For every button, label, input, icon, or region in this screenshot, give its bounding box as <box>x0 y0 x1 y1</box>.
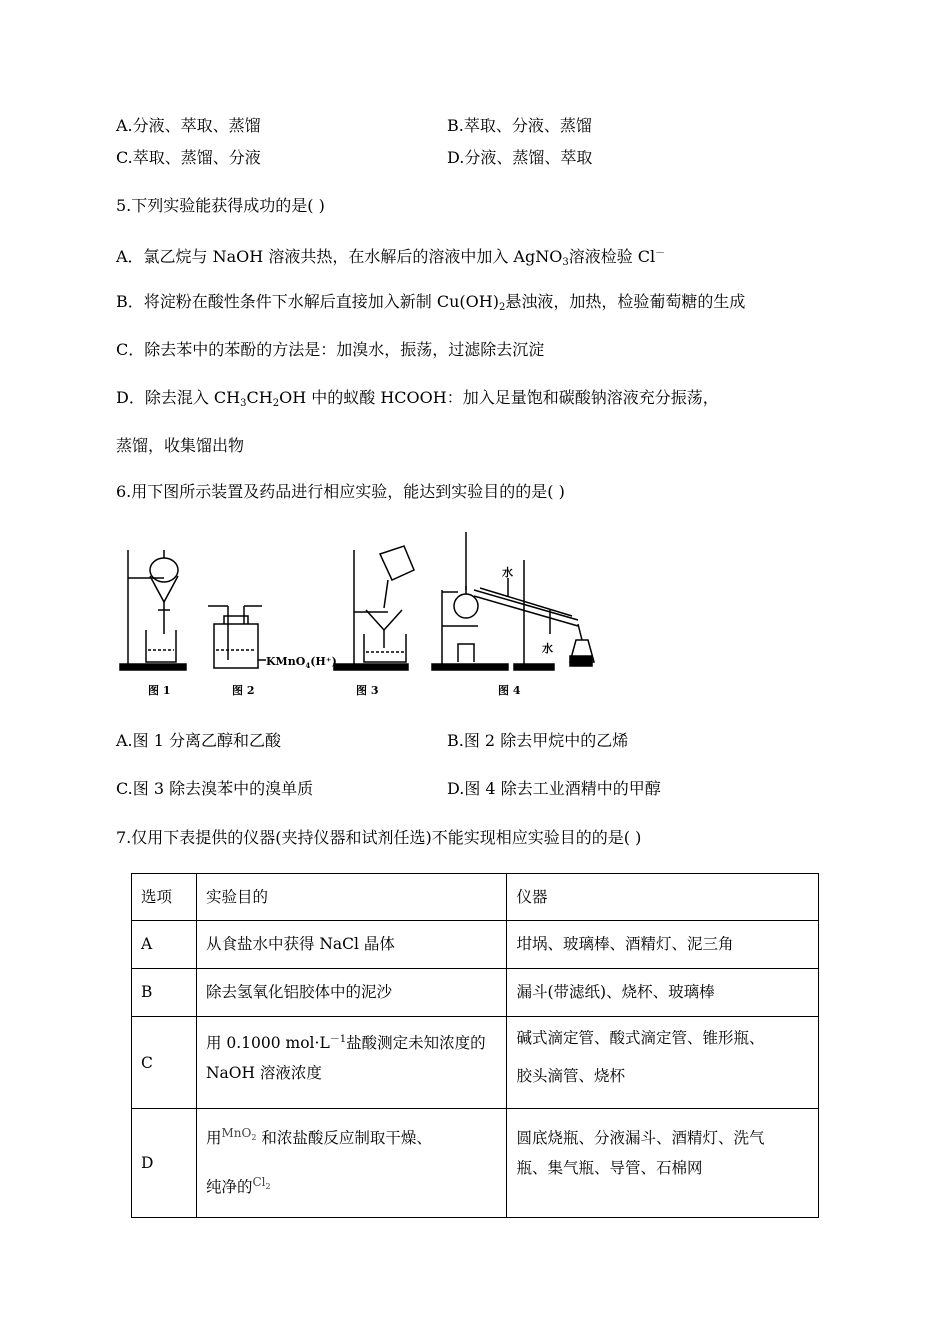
q5-a-text-post: 溶液检验 Cl <box>568 247 656 266</box>
q4-option-b: B.萃取、分液、蒸馏 <box>447 116 592 135</box>
row-c-instrument-line1: 碱式滴定管、酸式滴定管、锥形瓶、 <box>516 1029 765 1047</box>
row-b-instrument: 漏斗(带滤纸)、烧杯、玻璃棒 <box>507 969 819 1017</box>
q5-option-c: C．除去苯中的苯酚的方法是：加溴水，振荡，过滤除去沉淀 <box>116 340 545 359</box>
q5-b-text: B．将淀粉在酸性条件下水解后直接加入新制 Cu(OH) <box>116 292 499 311</box>
q6-stem: 6.用下图所示装置及药品进行相应实验，能达到实验目的的是( ) <box>116 482 565 501</box>
q7-stem: 7.仅用下表提供的仪器(夹持仪器和试剂任选)不能实现相应实验目的的是( ) <box>116 828 642 847</box>
kmno4-label: KMnO$_4$(H⁺) <box>266 655 337 670</box>
cl2-formula: Cl2 <box>252 1175 271 1191</box>
row-b-option: B <box>132 969 197 1017</box>
row-d-instrument <box>507 1109 819 1218</box>
q6-option-a: A.图 1 分离乙醇和乙酸 <box>116 731 281 750</box>
q7-table <box>131 873 819 1218</box>
q5-d-text: D．除去混入 CH <box>116 388 241 407</box>
header-option: 选项 <box>132 874 197 921</box>
water-out-label: 水 <box>502 566 513 579</box>
row-c-purpose-pre: 用 0.1000 mol·L <box>205 1034 330 1052</box>
row-c-instrument-line2: 胶头滴管、烧杯 <box>516 1067 625 1085</box>
q5-a-sub: 3 <box>562 257 569 268</box>
q5-a-text: A．氯乙烷与 NaOH 溶液共热，在水解后的溶液中加入 AgNO <box>116 247 563 266</box>
row-a-option: A <box>132 921 197 969</box>
row-c-purpose <box>196 1017 507 1109</box>
q5-d-sub1: 3 <box>240 398 247 409</box>
q5-b-sub: 2 <box>498 302 506 313</box>
row-c-purpose-post: 盐酸测定未知浓度的 <box>346 1034 486 1052</box>
table-row <box>132 1109 819 1218</box>
q5-d-text-post: OH 中的蚁酸 HCOOH：加入足量饱和碳酸钠溶液充分振荡， <box>279 388 719 407</box>
q4-option-c: C.萃取、蒸馏、分液 <box>116 148 261 167</box>
table-row <box>132 1017 819 1109</box>
q5-option-a <box>116 244 665 273</box>
row-d-instrument-line1: 圆底烧瓶、分液漏斗、酒精灯、洗气 <box>516 1129 765 1147</box>
q6-option-d: D.图 4 除去工业酒精中的甲醇 <box>447 779 661 798</box>
q5-a-sup: － <box>655 248 666 259</box>
fig-label-3: 图 3 <box>356 684 379 697</box>
q6-option-c: C.图 3 除去溴苯中的溴单质 <box>116 779 314 798</box>
row-d-purpose-post: 和浓盐酸反应制取干燥、 <box>261 1129 432 1147</box>
fig-label-1: 图 1 <box>148 684 171 697</box>
row-d-option: D <box>132 1109 197 1218</box>
row-d-purpose-line2: 纯净的 <box>205 1178 253 1196</box>
row-c-option: C <box>132 1017 197 1109</box>
q5-option-b <box>116 292 745 318</box>
q5-b-text-post: 悬浊液，加热，检验葡萄糖的生成 <box>505 292 746 311</box>
q5-d-mid: CH <box>246 388 273 407</box>
table-header-row <box>132 874 819 921</box>
table-row <box>132 921 819 969</box>
row-d-purpose-pre: 用 <box>205 1129 222 1147</box>
q5-option-d <box>116 388 719 414</box>
header-instrument: 仪器 <box>507 874 819 921</box>
water-in-label: 水 <box>542 642 553 655</box>
row-b-purpose: 除去氢氧化铝胶体中的泥沙 <box>196 969 507 1017</box>
row-d-instrument-line2: 瓶、集气瓶、导管、石棉网 <box>516 1159 703 1177</box>
header-purpose: 实验目的 <box>196 874 507 921</box>
apparatus-figure <box>118 530 618 702</box>
q4-option-a: A.分液、萃取、蒸馏 <box>116 116 261 135</box>
q5-option-d-line2: 蒸馏，收集馏出物 <box>116 436 245 455</box>
q4-option-d: D.分液、蒸馏、萃取 <box>447 148 593 167</box>
q5-stem: 5.下列实验能获得成功的是( ) <box>116 196 325 215</box>
row-c-purpose-sup: －1 <box>329 1034 347 1045</box>
fig-label-2: 图 2 <box>232 684 255 697</box>
table-row <box>132 969 819 1017</box>
row-a-purpose: 从食盐水中获得 NaCl 晶体 <box>196 921 507 969</box>
row-d-purpose <box>196 1109 507 1218</box>
row-c-purpose-line2: NaOH 溶液浓度 <box>205 1064 322 1082</box>
q6-option-b: B.图 2 除去甲烷中的乙烯 <box>447 731 629 750</box>
row-a-instrument: 坩埚、玻璃棒、酒精灯、泥三角 <box>507 921 819 969</box>
mno2-formula: MnO2 <box>221 1126 257 1142</box>
fig-label-4: 图 4 <box>498 684 521 697</box>
q5-d-sub2: 2 <box>272 398 280 409</box>
row-c-instrument <box>507 1017 819 1109</box>
